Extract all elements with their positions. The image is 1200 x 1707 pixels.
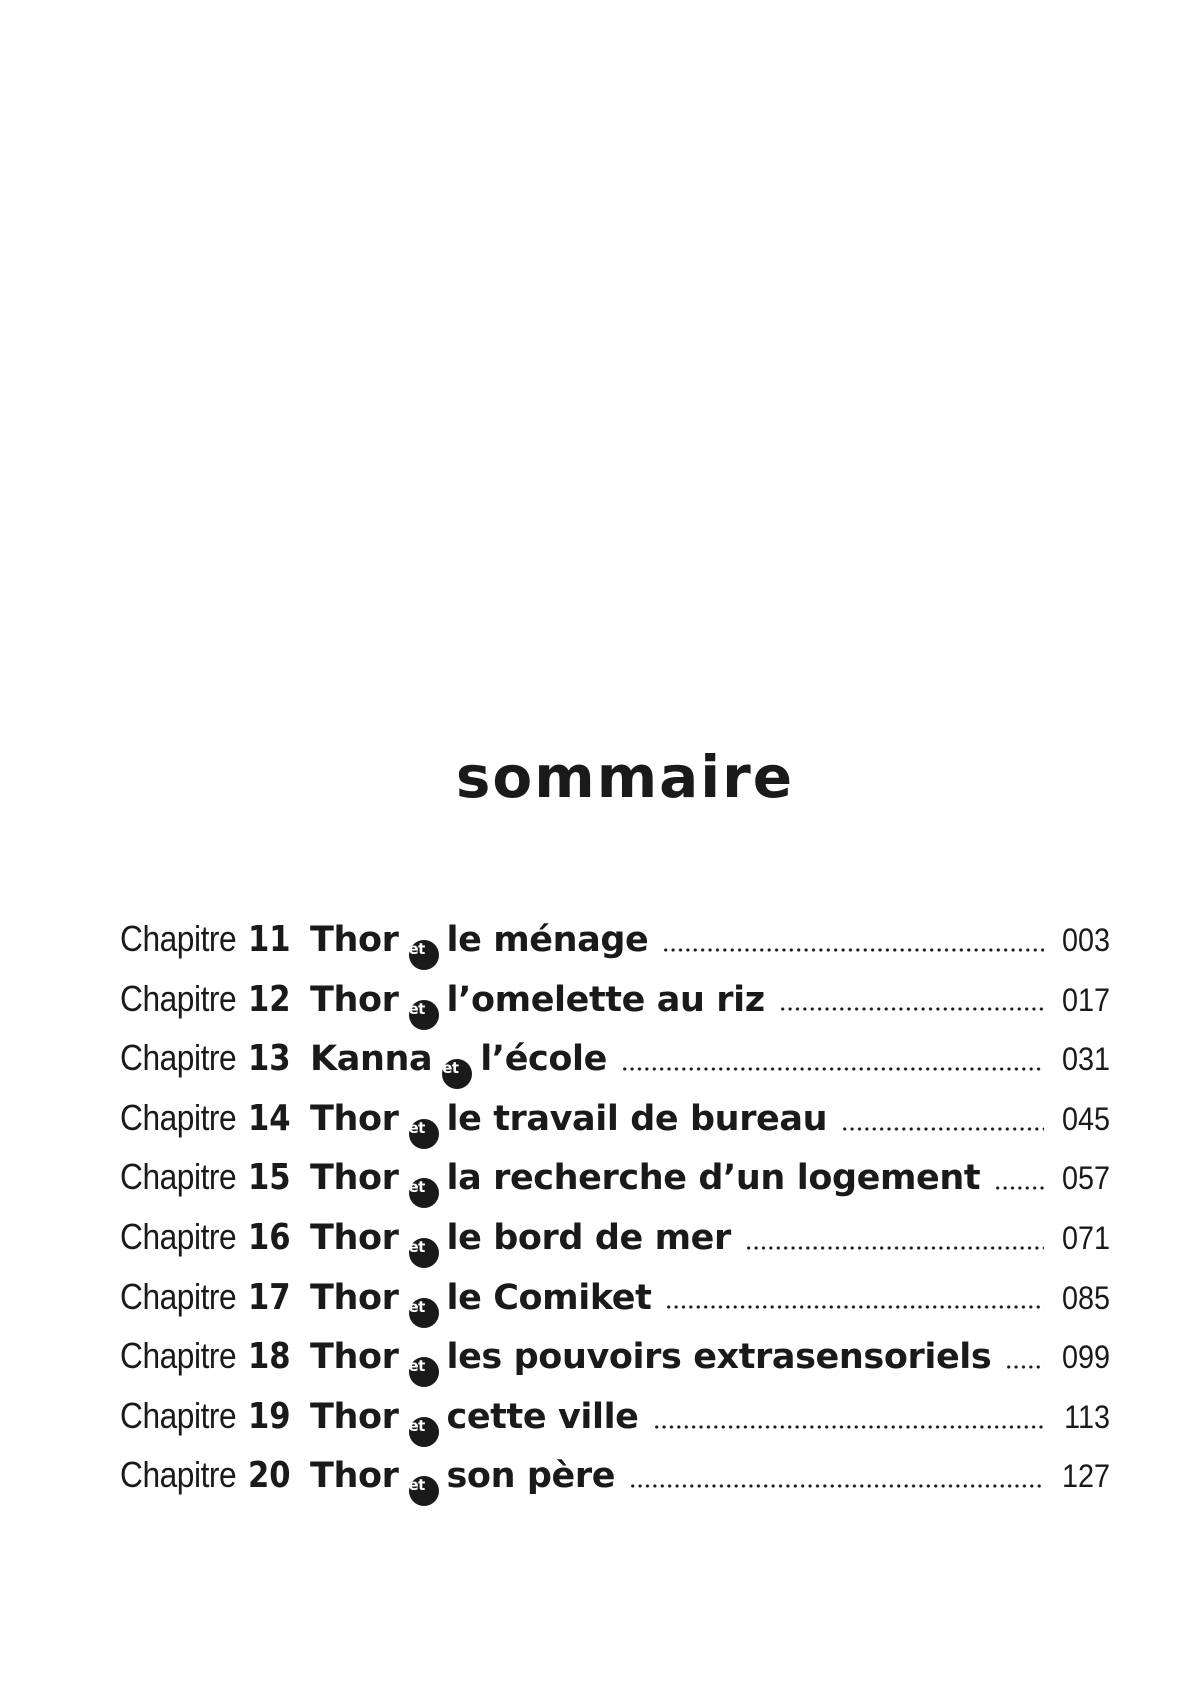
chapter-title-rest: le bord de mer — [446, 1217, 731, 1258]
chapter-label: Chapitre — [120, 1037, 237, 1079]
page-number: 003 — [1061, 922, 1110, 958]
dot-leader — [621, 1067, 1044, 1071]
chapter-subject: Thor — [310, 1217, 399, 1258]
chapter-subject: Thor — [310, 979, 399, 1020]
chapter-number: 11 — [248, 919, 291, 960]
dot-leader — [653, 1425, 1044, 1429]
chapter-number: 20 — [248, 1455, 291, 1497]
chapter-label: Chapitre — [120, 1215, 237, 1257]
chapter-subject: Kanna — [310, 1039, 433, 1080]
et-badge-icon: et — [409, 1238, 439, 1268]
chapter-label: Chapitre — [120, 1096, 237, 1138]
page-number: 099 — [1061, 1339, 1110, 1376]
page-number: 045 — [1061, 1100, 1110, 1137]
et-badge-icon: et — [442, 1059, 472, 1089]
page-number: 085 — [1061, 1279, 1110, 1316]
toc-entry — [120, 1395, 1110, 1455]
chapter-number: 16 — [248, 1216, 291, 1258]
chapter-label: Chapitre — [120, 977, 237, 1019]
chapter-title — [310, 920, 648, 967]
dot-leader — [779, 1007, 1044, 1011]
toc-entry — [120, 978, 1110, 1038]
et-badge-icon: et — [409, 1357, 439, 1387]
chapter-subject: Thor — [310, 1098, 399, 1139]
toc-entry — [120, 1276, 1110, 1336]
et-badge-icon: et — [409, 1476, 439, 1506]
et-badge-icon: et — [409, 1178, 439, 1208]
chapter-title-rest: le travail de bureau — [446, 1098, 828, 1139]
chapter-title — [310, 980, 765, 1027]
toc-entry — [120, 1156, 1110, 1216]
chapter-subject: Thor — [310, 1158, 399, 1199]
dot-leader — [745, 1246, 1044, 1250]
page-number: 071 — [1061, 1219, 1110, 1256]
chapter-number: 15 — [248, 1157, 291, 1199]
page-title: sommaire — [455, 743, 795, 811]
dot-leader — [662, 948, 1044, 952]
chapter-title-rest: le ménage — [446, 920, 649, 960]
toc-entry — [120, 918, 1110, 978]
chapter-subject: Thor — [310, 1396, 399, 1437]
chapter-number: 17 — [248, 1276, 291, 1318]
page-number: 057 — [1061, 1160, 1110, 1197]
chapter-subject: Thor — [310, 1337, 399, 1378]
chapter-title — [310, 1278, 651, 1325]
et-badge-icon: et — [409, 1417, 439, 1447]
dot-leader — [629, 1484, 1044, 1488]
chapter-label: Chapitre — [120, 1275, 237, 1317]
chapter-number: 14 — [248, 1097, 291, 1139]
page-number: 031 — [1061, 1041, 1110, 1078]
toc-entry — [120, 1335, 1110, 1395]
et-badge-icon: et — [409, 940, 439, 970]
chapter-title — [310, 1158, 980, 1205]
chapter-title — [310, 1099, 827, 1146]
chapter-number: 13 — [248, 1038, 291, 1080]
chapter-label: Chapitre — [120, 1335, 237, 1377]
chapter-number: 18 — [248, 1336, 291, 1378]
toc-entry — [120, 1216, 1110, 1276]
chapter-title-rest: le Comiket — [446, 1277, 652, 1318]
chapter-number: 19 — [248, 1395, 291, 1437]
et-badge-icon: et — [409, 1119, 439, 1149]
toc-entry — [120, 1097, 1110, 1157]
et-badge-icon: et — [409, 1298, 439, 1328]
chapter-label: Chapitre — [120, 1454, 237, 1496]
table-of-contents — [120, 918, 1110, 1514]
chapter-label: Chapitre — [120, 1156, 237, 1198]
chapter-label: Chapitre — [120, 1394, 237, 1436]
chapter-subject: Thor — [310, 1456, 399, 1497]
chapter-title-rest: l’école — [480, 1039, 607, 1080]
toc-entry — [120, 1037, 1110, 1097]
dot-leader — [665, 1305, 1044, 1309]
page-number: 113 — [1064, 1398, 1110, 1435]
chapter-label: Chapitre — [120, 918, 237, 959]
dot-leader — [1005, 1365, 1044, 1369]
chapter-title-rest: l’omelette au riz — [446, 979, 765, 1020]
chapter-title-rest: la recherche d’un logement — [446, 1158, 981, 1199]
chapter-title-rest: cette ville — [446, 1396, 639, 1437]
chapter-subject: Thor — [310, 920, 399, 960]
page-number: 017 — [1061, 981, 1110, 1018]
chapter-title-rest: son père — [446, 1456, 616, 1497]
chapter-title-rest: les pouvoirs extrasensoriels — [446, 1337, 992, 1378]
chapter-title — [310, 1039, 607, 1086]
chapter-subject: Thor — [310, 1277, 399, 1318]
et-badge-icon: et — [409, 1000, 439, 1030]
dot-leader — [994, 1186, 1044, 1190]
chapter-title — [310, 1218, 731, 1265]
chapter-number: 12 — [248, 978, 291, 1020]
chapter-title — [310, 1337, 991, 1384]
toc-entry — [120, 1454, 1110, 1514]
dot-leader — [841, 1127, 1044, 1131]
chapter-title — [310, 1397, 639, 1444]
page-number: 127 — [1061, 1458, 1110, 1495]
chapter-title — [310, 1456, 615, 1503]
